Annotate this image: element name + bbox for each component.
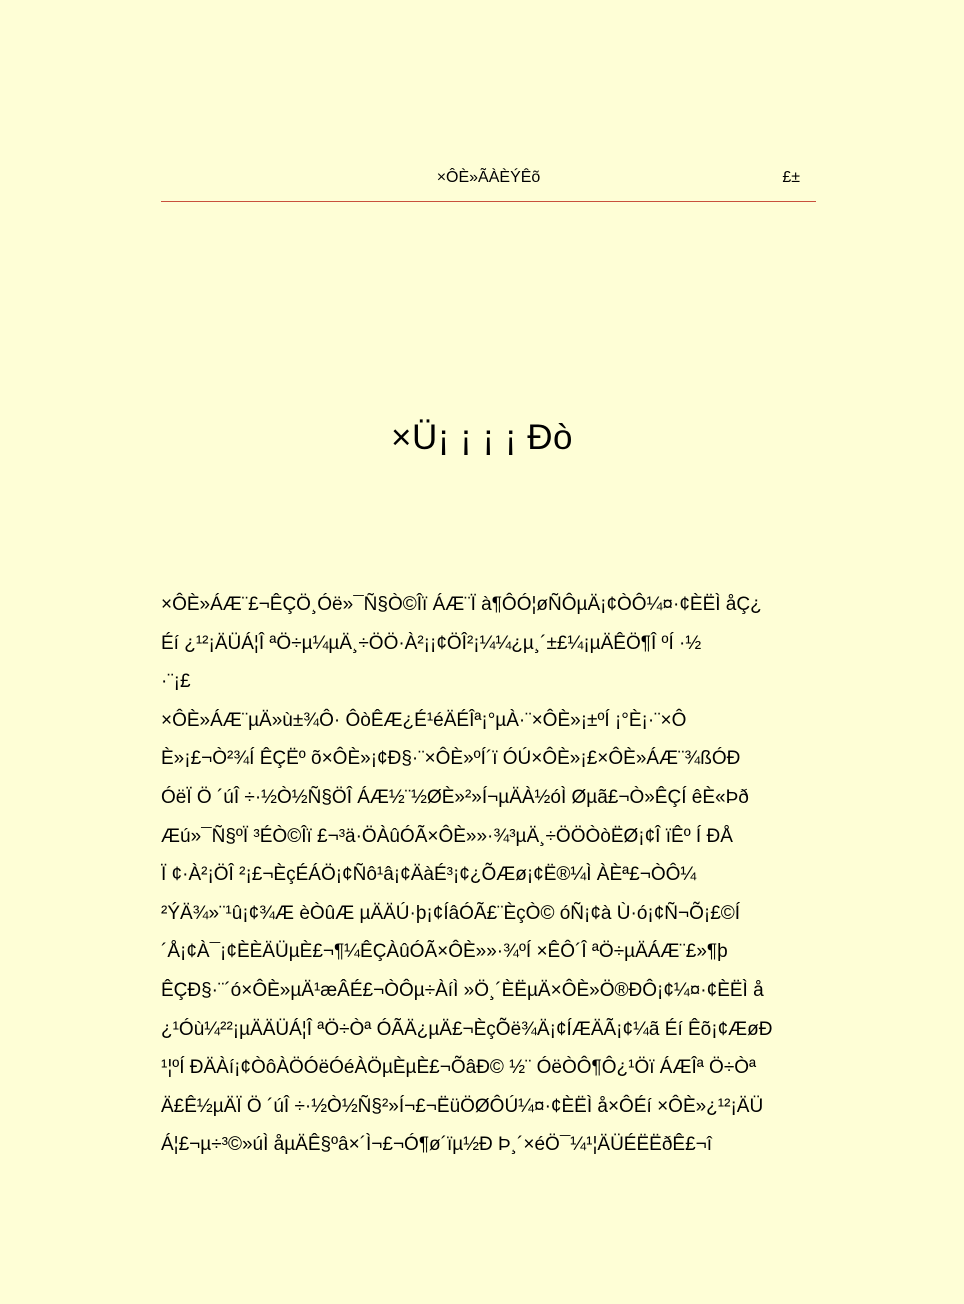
text-line: ÓëÏ Ö ´úÎ ÷·½Ò½Ñ§ÖÎ ÁÆ½¨½ØÈ»²»Í¬µÄÀ½óÌ Øµã£¬Ò»ÊÇÍ êÈ«Þð xyxy=(161,786,749,808)
running-title: ×ÔÈ»ÃÀÈÝÊõ xyxy=(436,169,541,186)
text-line: Ï ¢·À²¡ÖÎ ²¡£¬ÈçÉÁÖ¡¢Ñô¹â¡¢ÄàÉ³¡¢¿ÕÆø¡¢Ë®¼Ì ÀÈª£¬ÒÔ¼ xyxy=(161,864,697,886)
chapter-title: ×Ü¡ ¡ ¡ ¡ Ðò xyxy=(391,418,573,457)
text-line: ÊÇÐ§·¨´ó×ÔÈ»µÄ¹æÂÉ£¬ÒÔµ÷ÀíÌ »Ö¸´ÈËµÄ×ÔÈ»Ö®ÐÔ¡¢¼¤·¢ÈËÌ å xyxy=(161,979,764,1001)
text-line: ×ÔÈ»ÁÆ¨£¬ÊÇÖ¸Óë»¯Ñ§Ò©Îï ÁÆ¨Ï à¶ÔÓ¦øÑÔµÄ¡¢ÒÔ¼¤·¢ÈËÌ åÇ¿ xyxy=(161,594,762,615)
text-line: ¿¹Óù¼²²¡µÄÄÜÁ¦Î ªÖ÷Òª ÓÃÄ¿µÄ£¬ÈçÕë¾Ä¡¢ÍÆÄÃ¡¢¼ã Éí Êõ¡¢ÆøÐ xyxy=(161,1018,773,1040)
text-line: ¹¦ºÍ ÐÄÀí¡¢ÒôÀÖÓëÓéÀÖµÈµÈ£¬ÕâÐ© ½¨ ÓëÒÔ¶Ô¿¹Öï ÁÆÎª Ö÷Òª xyxy=(161,1057,757,1079)
running-header xyxy=(161,165,816,193)
text-line: ×ÔÈ»ÁÆ¨µÄ»ù±¾Ô· ÔòÊÆ¿É¹éÄÉÎª¡°µÀ·¨×ÔÈ»¡±ºÍ ¡°È¡·¨×Ô xyxy=(161,709,687,731)
text-line: Æú»¯Ñ§ºÏ ³ÉÒ©Îï £¬³ä·ÖÀûÓÃ×ÔÈ»»·¾³µÄ¸÷ÖÖÒòËØ¡¢Î ïÊº Í ÐÅ xyxy=(161,825,733,847)
text-line: È»¡£¬Ò²¾Í ÊÇËº õ×ÔÈ»¡¢Ð§·¨×ÔÈ»ºÍ´ï ÓÚ×ÔÈ»¡£×ÔÈ»ÁÆ¨¾ßÓÐ xyxy=(161,748,741,770)
text-line: Éí ¿¹²¡ÄÜÁ¦Î ªÖ÷µ¼µÄ¸÷ÖÖ·À²¡¡¢ÖÎ²¡¼¼¿µ¸´±£¼¡µÄÊÖ¶Î ºÍ ·½ xyxy=(161,632,702,654)
body-text xyxy=(161,586,823,1165)
text-line: Á¦£¬µ÷³©»úÌ åµÄÊ§ºâ×´Ì¬£¬Ó¶ø´ïµ½Ð Þ¸´×éÖ¯¼¹¦ÄÜÉËËðÊ£¬î xyxy=(161,1134,713,1156)
text-line: ´Å¡¢À¯¡¢ÈÈÄÜµÈ£¬¶¼ÊÇÀûÓÃ×ÔÈ»»·¾ºÍ ×ÊÔ´Î ªÖ÷µÄÁÆ¨£»¶þ xyxy=(161,941,728,963)
text-line: ²ÝÄ¾»¨¹û¡¢¾Æ èÒûÆ µÄÄÚ·þ¡¢ÍâÓÃ£¨ÈçÒ© óÑ¡¢à Ù·ó¡¢Ñ¬Õ¡£©Í xyxy=(161,902,741,924)
text-line: Ä£Ê½µÄÏ Ö ´úÎ ÷·½Ò½Ñ§²»Í¬£¬ËüÖØÔÚ¼¤·¢ÈËÌ å×ÔÉí ×ÔÈ»¿¹²¡ÄÜ xyxy=(161,1095,764,1117)
page-number: £± xyxy=(782,169,800,186)
text-line: ·¨¡£ xyxy=(161,671,191,693)
header-rule xyxy=(161,201,816,202)
